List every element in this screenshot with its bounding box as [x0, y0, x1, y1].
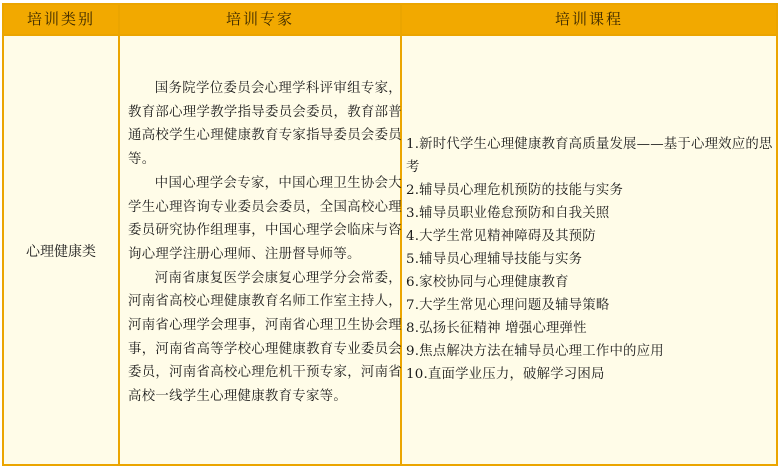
header-experts: 培训专家 — [120, 5, 400, 34]
course-item: 5.辅导员心理辅导技能与实务 — [406, 252, 583, 267]
header-category: 培训类别 — [4, 5, 118, 34]
course-item: 4.大学生常见精神障碍及其预防 — [406, 229, 596, 244]
course-item: 7.大学生常见心理问题及辅导策略 — [406, 298, 610, 313]
course-item: 3.辅导员职业倦怠预防和自我关照 — [406, 206, 610, 221]
expert-paragraph: 中国心理学会专家，中国心理卫生协会大学生心理咨询专业委员会委员，全国高校心理委员研究协作组理事，中国心理学会临床与咨询心理学注册心理师、注册督导师等。 — [128, 175, 402, 262]
column-divider-1 — [118, 5, 120, 464]
category-cell: 心理健康类 — [26, 244, 96, 260]
header-courses: 培训课程 — [402, 5, 776, 34]
course-item: 9.焦点解决方法在辅导员心理工作中的应用 — [406, 344, 664, 359]
training-table — [2, 3, 778, 466]
course-item: 6.家校协同与心理健康教育 — [406, 275, 569, 290]
course-item: 2.辅导员心理危机预防的技能与实务 — [406, 183, 624, 198]
expert-paragraph: 河南省康复医学会康复心理学分会常委，河南省高校心理健康教育名师工作室主持人，河南省心理学会理事，河南省心理卫生协会理事，河南省高等学校心理健康教育专业委员会委员，河南省高校心理危机干预专家，河南省高校一线学生心理健康教育专家等。 — [128, 270, 402, 405]
course-item: 8.弘扬长征精神 增强心理弹性 — [406, 321, 587, 336]
courses-cell — [406, 133, 778, 386]
expert-paragraph: 国务院学位委员会心理学科评审组专家，教育部心理学教学指导委员会委员，教育部普通高校学生心理健康教育专家指导委员会委员等。 — [128, 81, 402, 168]
course-item: 10.直面学业压力，破解学习困局 — [406, 367, 605, 382]
experts-cell — [128, 77, 402, 409]
course-item: 1.新时代学生心理健康教育高质量发展——基于心理效应的思考 — [406, 137, 773, 175]
